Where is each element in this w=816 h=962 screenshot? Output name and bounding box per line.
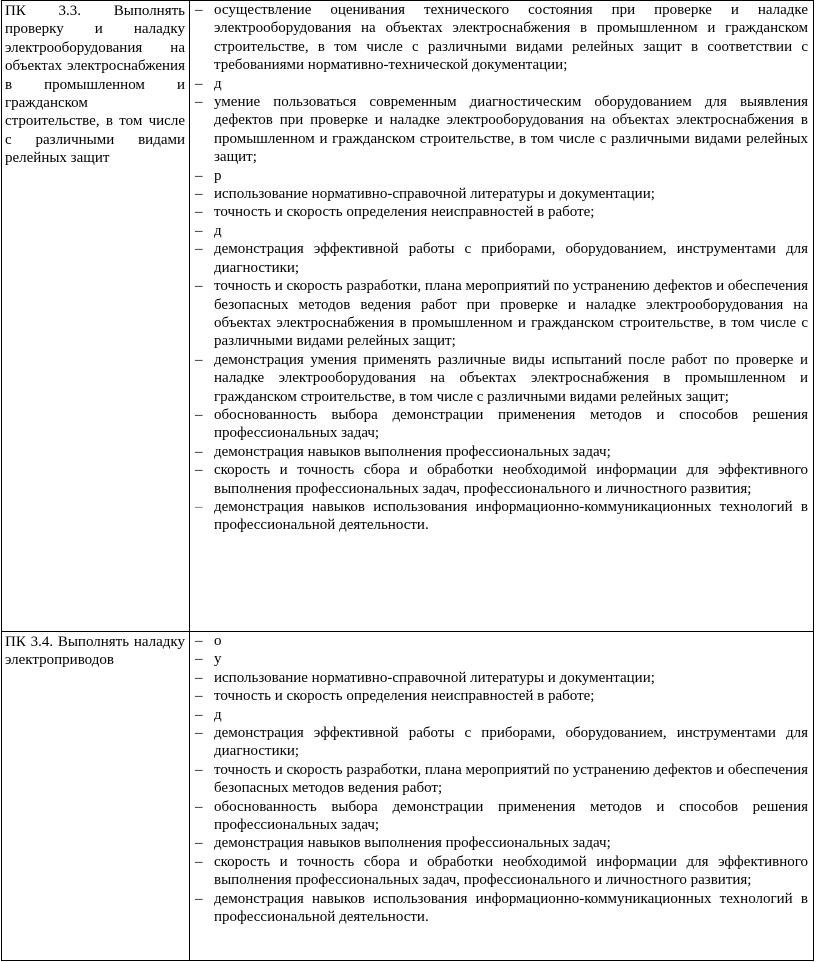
list-item	[190, 351, 808, 406]
list-item	[190, 93, 808, 167]
dash-marker: –	[195, 725, 203, 742]
dash-marker: –	[195, 75, 203, 92]
list-item	[190, 203, 808, 221]
indicator-text: д	[214, 222, 222, 239]
competence-title: ПК 3.4. Выполнять наладку электроприводов	[5, 634, 185, 669]
list-item	[190, 222, 808, 240]
indicator-text: обоснованность выбора демонстрации применения методов и способов решения профессиональных задач;	[214, 798, 808, 834]
indicator-text: скорость и точность сбора и обработки необходимой информации для эффективного выполнения профессиональных задач, профессионального и личностного развития;	[214, 462, 808, 497]
dash-marker: –	[195, 94, 203, 111]
dash-marker: –	[195, 651, 203, 668]
list-item	[190, 798, 808, 835]
indicator-text: демонстрация умения применять различные виды испытаний после работ по проверке и наладке электрооборудования на объектах электроснабжения в промышленном и гражданском строительстве, в том числе с различными видами релейных защит;	[214, 351, 808, 405]
indicator-text: демонстрация навыков выполнения профессиональных задач;	[214, 443, 611, 460]
indicator-text: демонстрация навыков выполнения профессиональных задач;	[214, 835, 611, 852]
dash-marker: –	[195, 688, 203, 705]
list-item	[190, 761, 808, 798]
dash-marker: –	[195, 835, 203, 852]
dash-marker: –	[195, 761, 203, 778]
list-item	[190, 853, 808, 890]
indicator-text: демонстрация эффективной работы с приборами, оборудованием, инструментами для диагностики;	[214, 241, 808, 276]
indicator-text: д	[214, 706, 222, 723]
list-item	[190, 834, 808, 852]
dash-marker: –	[195, 241, 203, 258]
list-item	[190, 240, 808, 277]
dash-marker: –	[195, 443, 203, 460]
indicator-text: демонстрация навыков использования информационно-коммуникационных технологий в профессиональной деятельности.	[214, 498, 808, 534]
list-item	[190, 669, 808, 687]
list-item	[190, 724, 808, 761]
list-item	[190, 650, 808, 668]
dash-marker: –	[195, 2, 203, 18]
indicator-text: о	[214, 633, 222, 649]
indicator-text: точность и скорость определения неисправностей в работе;	[214, 204, 595, 221]
list-item	[190, 632, 808, 650]
competence-cell	[2, 632, 190, 961]
indicator-text: обоснованность выбора демонстрации применения методов и способов решения профессиональных задач;	[214, 406, 808, 442]
indicators-cell	[190, 632, 814, 961]
indicator-text: д	[214, 75, 222, 92]
list-item	[190, 406, 808, 443]
dash-marker: –	[195, 798, 203, 815]
dash-marker: –	[195, 890, 203, 907]
indicator-text: у	[214, 651, 222, 668]
indicator-text: демонстрация эффективной работы с приборами, оборудованием, инструментами для диагностики;	[214, 725, 808, 760]
dash-marker: –	[195, 278, 203, 295]
indicator-text: точность и скорость определения неисправностей в работе;	[214, 688, 595, 705]
list-item	[190, 1, 808, 75]
list-item	[190, 443, 808, 461]
indicator-text: скорость и точность сбора и обработки необходимой информации для эффективного выполнения профессиональных задач, профессионального и личностного развития;	[214, 853, 808, 889]
dash-marker: –	[195, 204, 203, 221]
list-item	[190, 461, 808, 498]
dash-marker: –	[195, 462, 203, 479]
indicator-text: использование нормативно-справочной литературы и документации;	[214, 186, 655, 203]
indicator-text: использование нормативно-справочной литературы и документации;	[214, 669, 655, 686]
dash-marker: –	[195, 633, 203, 649]
indicator-text: точность и скорость разработки, плана мероприятий по устранению дефектов и обеспечения безопасных методов ведения работ;	[214, 761, 808, 797]
competence-cell	[2, 1, 190, 632]
indicator-text: демонстрация навыков использования информационно-коммуникационных технологий в профессиональной деятельности.	[214, 890, 808, 926]
table-row	[2, 632, 814, 961]
list-item	[190, 687, 808, 705]
dash-marker: –	[195, 406, 203, 423]
list-item	[190, 498, 808, 535]
dash-marker: –	[195, 167, 203, 184]
competence-table	[1, 0, 814, 961]
dash-marker: –	[195, 186, 203, 203]
list-item	[190, 167, 808, 185]
indicator-text: осуществление оценивания технического состояния при проверке и наладке электрооборудования на объектах электроснабжения в промышленном и гражданском строительстве, в том числе с различными видами релейных защит в соответствии с требованиями нормативно-технической документации;	[214, 2, 808, 74]
indicator-text: точность и скорость разработки, плана мероприятий по устранению дефектов и обеспечения безопасных методов ведения работ при проверке и наладке электрооборудования на объектах электроснабжения в промышленном и гражданском строительстве, в том числе с различными видами релейных защит;	[214, 278, 808, 350]
indicators-cell	[190, 1, 814, 632]
indicator-text: р	[214, 167, 222, 184]
indicator-text: умение пользоваться современным диагностическим оборудованием для выявления дефектов при проверке и наладке электрооборудования на объектах электроснабжения в промышленном и гражданском строительстве, в том числе с различными видами релейных защит;	[214, 94, 808, 166]
competence-title: ПК 3.3. Выполнять проверку и наладку электрооборудования на объектах электроснабжения в промышленном и гражданском строительстве, в том числе с различными видами релейных защит	[5, 3, 185, 167]
list-item	[190, 890, 808, 927]
list-item	[190, 277, 808, 351]
dash-marker: –	[195, 853, 203, 870]
dash-marker: –	[195, 669, 203, 686]
dash-marker: –	[195, 706, 203, 723]
table-row	[2, 1, 814, 632]
dash-marker: –	[195, 498, 203, 515]
dash-marker: –	[195, 222, 203, 239]
list-item	[190, 75, 808, 93]
dash-marker: –	[195, 351, 203, 368]
list-item	[190, 185, 808, 203]
list-item	[190, 706, 808, 724]
